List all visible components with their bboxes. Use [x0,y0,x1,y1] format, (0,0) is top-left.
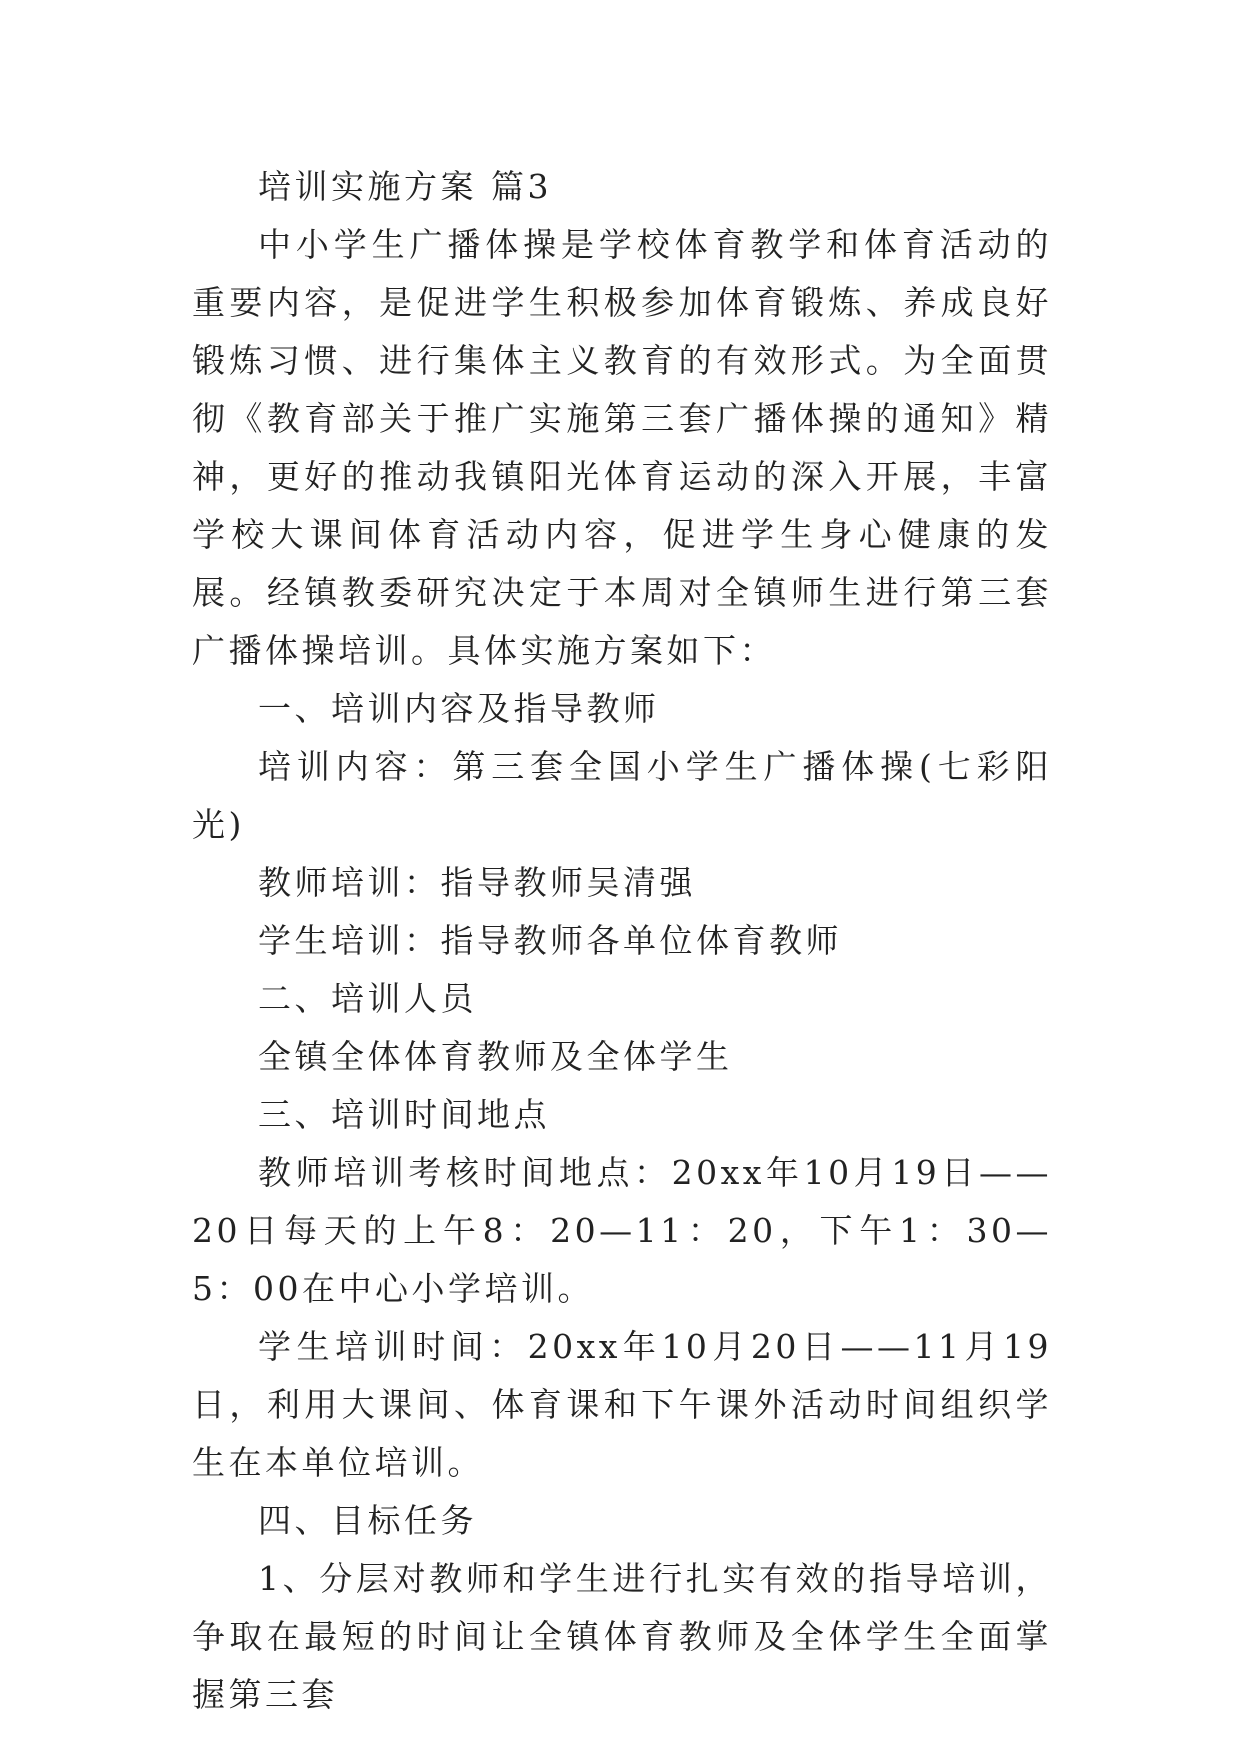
heading-training-content: 一、培训内容及指导教师 [258,689,660,728]
heading-goals: 四、目标任务 [258,1501,477,1540]
training-content-line: 培训内容：第三套全国小学生广播体操(七彩阳光) [192,747,1052,844]
student-schedule-paragraph: 学生培训时间：20xx年10月20日——11月19日，利用大课间、体育课和下午课外活动时间组织学生在本单位培训。 [192,1327,1052,1482]
student-training-line: 学生培训：指导教师各单位体育教师 [258,921,842,960]
heading-time-location: 三、培训时间地点 [258,1095,550,1134]
document-body [192,158,1052,1724]
goal-item-1: 1、分层对教师和学生进行扎实有效的指导培训，争取在最短的时间让全镇体育教师及全体学生全面掌握第三套 [192,1559,1052,1714]
teacher-training-line: 教师培训：指导教师吴清强 [258,863,696,902]
trainees-line: 全镇全体体育教师及全体学生 [258,1037,733,1076]
heading-trainees: 二、培训人员 [258,979,477,1018]
section-title: 培训实施方案 篇3 [258,167,552,206]
teacher-schedule-paragraph: 教师培训考核时间地点：20xx年10月19日——20日每天的上午8：20—11：20，下午1：30—5：00在中心小学培训。 [192,1153,1052,1308]
intro-paragraph: 中小学生广播体操是学校体育教学和体育活动的重要内容，是促进学生积极参加体育锻炼、养成良好锻炼习惯、进行集体主义教育的有效形式。为全面贯彻《教育部关于推广实施第三套广播体操的通知》精神，更好的推动我镇阳光体育运动的深入开展，丰富学校大课间体育活动内容，促进学生身心健康的发展。经镇教委研究决定于本周对全镇师生进行第三套广播体操培训。具体实施方案如下： [192,225,1052,670]
